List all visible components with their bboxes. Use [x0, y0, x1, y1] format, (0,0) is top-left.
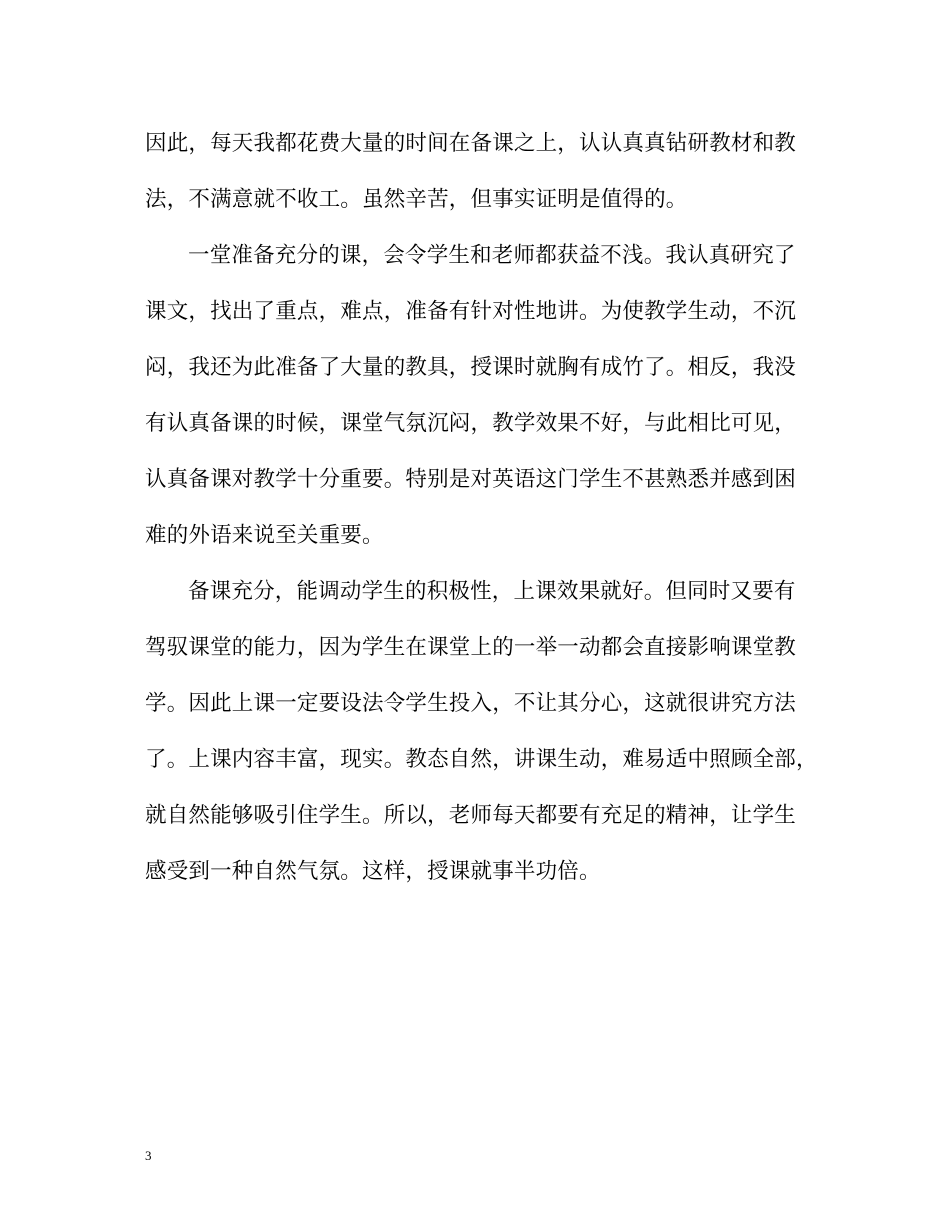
paragraph-3 [145, 570, 818, 906]
text-line: 学。因此上课一定要设法令学生投入，不让其分心，这就很讲究方法 [145, 691, 797, 716]
text-line-indented: 一堂准备充分的课，会令学生和老师都获益不浅。我认真研究了 [188, 243, 796, 268]
text-line: 认真备课对教学十分重要。特别是对英语这门学生不甚熟悉并感到困 [145, 467, 797, 492]
text-line: 因此，每天我都花费大量的时间在备课之上，认认真真钻研教材和教 [145, 131, 797, 156]
text-line: 难的外语来说至关重要。 [145, 523, 384, 548]
text-line: 了。上课内容丰富，现实。教态自然，讲课生动，难易适中照顾全部， [145, 747, 818, 772]
text-line: 就自然能够吸引住学生。所以，老师每天都要有充足的精神，让学生 [145, 803, 797, 828]
text-line: 感受到一种自然气氛。这样，授课就事半功倍。 [145, 859, 601, 884]
text-line: 课文，找出了重点，难点，准备有针对性地讲。为使教学生动，不沉 [145, 299, 797, 324]
text-line: 法，不满意就不收工。虽然辛苦，但事实证明是值得的。 [145, 187, 688, 212]
text-line: 闷，我还为此准备了大量的教具，授课时就胸有成竹了。相反，我没 [145, 355, 797, 380]
text-line: 有认真备课的时候，课堂气氛沉闷，教学效果不好，与此相比可见， [145, 411, 797, 436]
text-line: 驾驭课堂的能力，因为学生在课堂上的一举一动都会直接影响课堂教 [145, 635, 797, 660]
page-number: 3 [145, 1148, 152, 1163]
paragraph-1 [145, 122, 810, 234]
text-line-indented: 备课充分，能调动学生的积极性，上课效果就好。但同时又要有 [188, 579, 796, 604]
document-body [145, 122, 818, 906]
paragraph-2 [145, 234, 810, 570]
